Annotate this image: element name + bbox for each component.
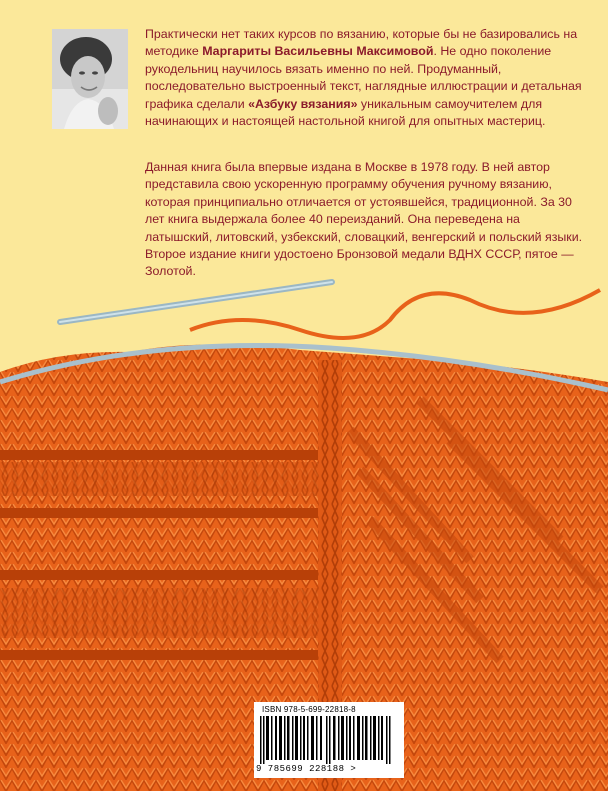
isbn-number: ISBN 978-5-699-22818-8 xyxy=(262,705,356,714)
book-title: «Азбуку вязания» xyxy=(248,96,358,111)
history-paragraph: Данная книга была впервые издана в Москве в 1978 году. В ней автор представила свою ускоренную программу обучения ручному вязанию, которая принципиально отличается от устоявшейся, традиционной. За 30 лет книга выдержала более 40 переизданий. Она переведена на латышский, литовский, узбекский, словацкий, венгерский и польский языки. Второе издание книги удостоено Бронзовой медали ВДНХ СССР, пятое — Золотой. xyxy=(145,160,583,279)
intro-text-1: Практически нет таких курсов по вязанию, которые бы не базировались на методике xyxy=(145,27,578,59)
intro-text-2: . Не одно поколение рукодельниц научилось вязать именно по ней. Продуманный, последовательно выстроенный текст, наглядные иллюстрации и детальная графика сделали xyxy=(145,44,582,111)
isbn-barcode xyxy=(254,702,404,778)
author-name: Маргариты Васильевны Максимовой xyxy=(202,44,434,59)
barcode-bars xyxy=(260,716,398,764)
intro-text-3: уникальным самоучителем для начинающих и настоящей настольной книгой для опытных мастериц. xyxy=(145,96,546,129)
barcode-digits: 9 785699 228188 > xyxy=(256,764,357,774)
